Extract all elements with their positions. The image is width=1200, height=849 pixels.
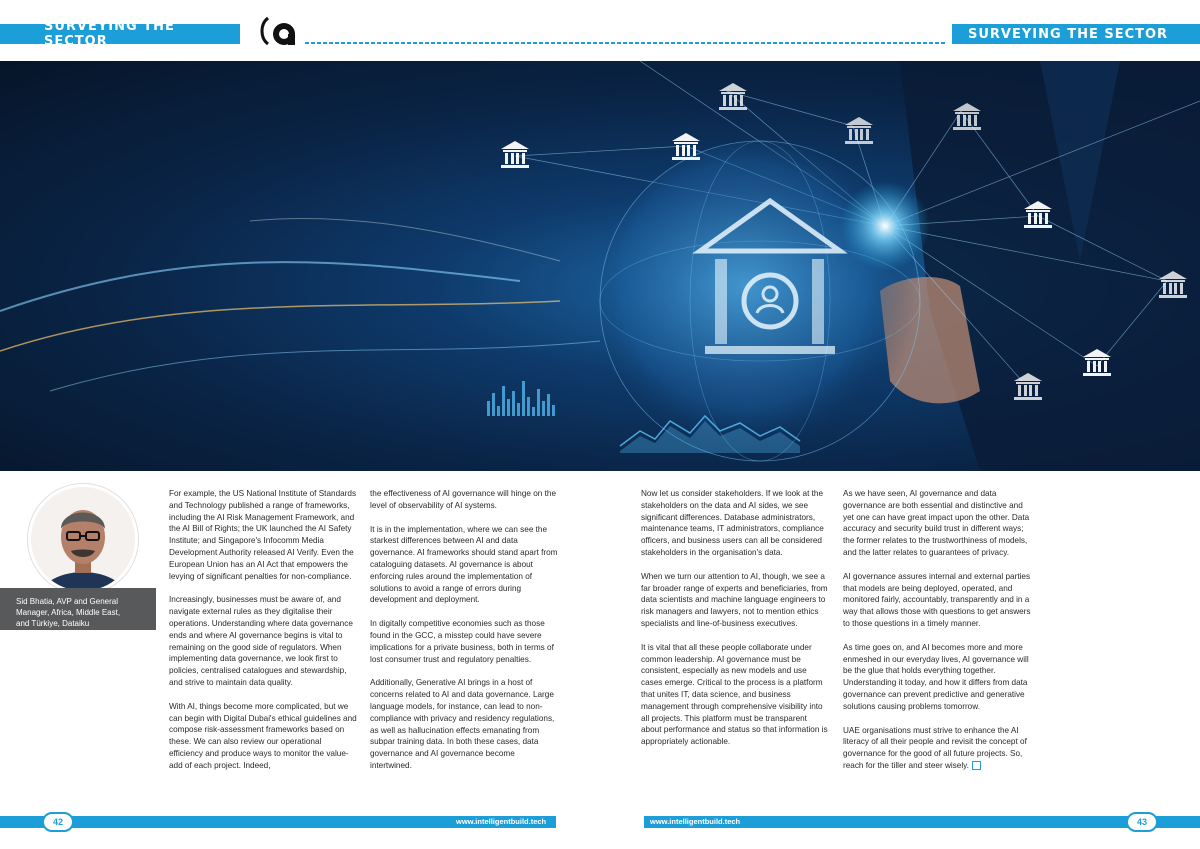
photo-caption xyxy=(0,588,156,630)
paragraph-final xyxy=(843,725,1031,772)
paragraph: It is in the implementation, where we can see the starkest differences between AI and data governance. AI frameworks should stand apart from cataloguing datasets. AI governance is about enforcing rules around the implementation of solutions to avoid a range of errors during development and deployment. xyxy=(370,524,558,605)
network-illustration xyxy=(0,61,1200,471)
section-label-right xyxy=(952,24,1200,44)
section-label-left xyxy=(0,19,240,49)
section-title-left: SURVEYING THE SECTOR xyxy=(44,19,175,49)
section-title-right: SURVEYING THE SECTOR xyxy=(968,26,1169,42)
paragraph: As we have seen, AI governance and data governance are both essential and distinctive and yet one can have great impact upon the other. Data accuracy and security build trust in different ways; the former relates to the trustworthiness of models, and the latter relates to guarantees of privacy. xyxy=(843,489,1030,557)
paragraph: For example, the US National Institute of Standards and Technology published a range of frameworks, including the AI Risk Management Framework, and the AI Bill of Rights; the UK launched the AI Safety Institute; and Singapore's Infocomm Media Development Authority released AI Verify. Even the European Union has an AI Act that empowers the levying of significant penalties for non-compliance. xyxy=(169,489,357,581)
paragraph: Increasingly, businesses must be aware of, and navigate external rules as they digitalise their operations. Understanding where data governance ends and where AI governance begins is vital to remaining on the good side of regulators. When implementing data governance, we look first to policies, centralised catalogues and stewardship, and strive to maintain data quality. xyxy=(169,595,353,687)
paragraph: AI governance assures internal and external parties that models are being deployed, operated, and monitored fairly, accountably, transparently and in a way that allows those with questions to get answers to those questions in a timely manner. xyxy=(843,571,1031,628)
footer-url-right[interactable]: www.intelligentbuild.tech xyxy=(650,817,741,826)
paragraph: Additionally, Generative AI brings in a host of concerns related to AI and data governance. Large language models, for instance, can lead to non-compliance with privacy and residency regulations, as well as hallucination effects emanating from subpar training data. In both these cases, data governance and AI governance become intertwined. xyxy=(370,678,555,770)
article-column-1 xyxy=(169,488,357,784)
paragraph: As time goes on, and AI becomes more and more enmeshed in our everyday lives, AI governance will be the glue that holds everything together. Understanding it today, and how it differs from data governance can prevent predictive and generative solutions causing problems tomorrow. xyxy=(843,642,1029,711)
article-column-2 xyxy=(370,488,558,784)
caption-line: Manager, Africa, Middle East, xyxy=(16,608,121,617)
header-dashed-rule xyxy=(305,42,945,44)
paragraph: Now let us consider stakeholders. If we look at the stakeholders on the data and AI sides, we see significant differences. Database administrators, maintenance teams, IT administrators, compliance officers, and business users can all be considered stakeholders in the organisation's data. xyxy=(641,489,824,557)
caption-line: and Türkiye, Dataiku xyxy=(16,619,90,628)
caption-line: Sid Bhatia, AVP and General xyxy=(16,597,118,606)
paragraph-text: UAE organisations must strive to enhance the AI literacy of all their people and revisit the concept of governance for the good of all future projects. So, reach for the tiller and steer wisely. xyxy=(843,725,1027,770)
paragraph: When we turn our attention to AI, though, we see a far broader range of experts and beneficiaries, from data scientists and machine language engineers to risk managers and lawyers, not to mention ethics specialists and line-of-business executives. xyxy=(641,571,828,628)
page-number-left: 42 xyxy=(42,812,74,832)
article-column-3 xyxy=(641,488,829,760)
end-of-article-icon xyxy=(972,761,981,770)
paragraph: With AI, things become more complicated, but we can begin with Digital Dubai's ethical guidelines and compose risk-assessment frameworks based on these. We can also review our operational efficiency and produce ways to monitor the value-add of each project. Indeed, xyxy=(169,701,357,770)
page-number-right: 43 xyxy=(1126,812,1158,832)
paragraph: It is vital that all these people collaborate under common leadership. AI governance must be consistent, especially as new models and use cases emerge. Critical to the process is a platform that unites IT, data science, and business management through comprehensive visibility into all projects. This platform must be transparent about performance and status so that information is appropriately actionable. xyxy=(641,642,828,747)
article-column-4 xyxy=(843,488,1031,784)
paragraph: the effectiveness of AI governance will hinge on the level of observability of AI systems. xyxy=(370,489,557,510)
hero-image xyxy=(0,61,1200,471)
paragraph: In digitally competitive economies such as those found in the GCC, a misstep could have severe implications for a private business, both in terms of lost consumer trust and regulatory penalties. xyxy=(370,619,554,664)
footer-url-left[interactable]: www.intelligentbuild.tech xyxy=(456,817,547,826)
magazine-logo xyxy=(258,14,300,48)
author-photo xyxy=(28,484,138,594)
